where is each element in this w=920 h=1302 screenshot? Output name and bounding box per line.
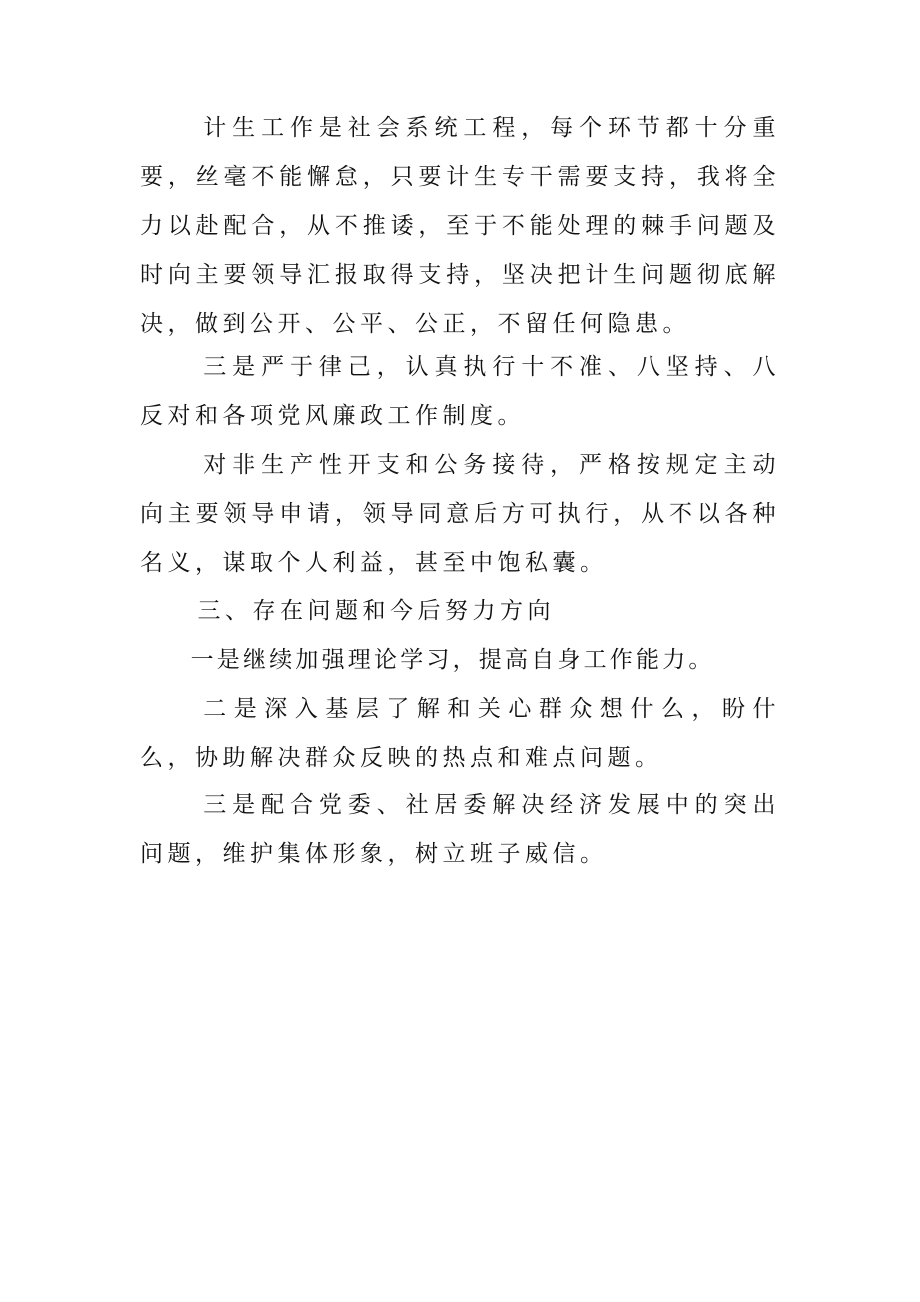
paragraph-family-planning-support: 计生工作是社会系统工程，每个环节都十分重要，丝毫不能懈怠，只要计生专干需要支持，我将全力以赴配合，从不推诿，至于不能处理的棘手问题及时向主要领导汇报取得支持，坚决把计生问题彻底解决，做到公开、公平、公正，不留任何隐患。 <box>140 115 780 337</box>
paragraph-theory-study: 一是继续加强理论学习，提高自身工作能力。 <box>190 647 715 673</box>
section-heading-problems-direction: 三、存在问题和今后努力方向 <box>197 598 555 624</box>
paragraph-grassroots-concerns: 二是深入基层了解和关心群众想什么，盼什么，协助解决群众反映的热点和难点问题。 <box>140 696 780 771</box>
paragraph-expenditure-rules: 对非生产性开支和公务接待，严格按规定主动向主要领导申请，领导同意后方可执行，从不以各种名义，谋取个人利益，甚至中饱私囊。 <box>140 452 780 576</box>
paragraph-economic-development: 三是配合党委、社居委解决经济发展中的突出问题，维护集体形象，树立班子威信。 <box>140 792 780 867</box>
paragraph-self-discipline: 三是严于律己，认真执行十不准、八坚持、八反对和各项党风廉政工作制度。 <box>140 354 780 429</box>
